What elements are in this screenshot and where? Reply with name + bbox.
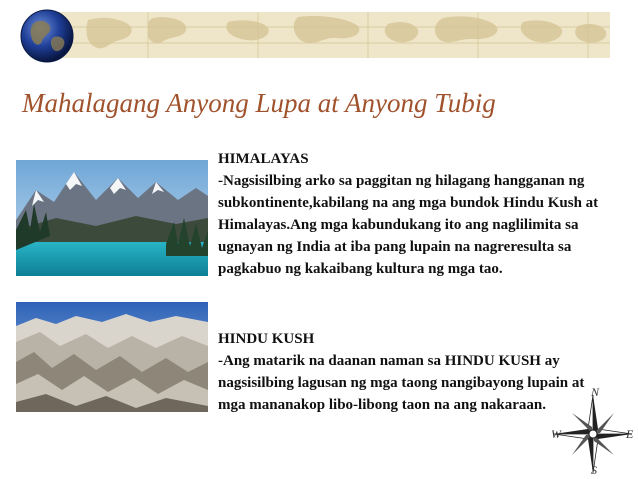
himalayas-section	[218, 148, 613, 280]
header-banner	[0, 0, 638, 70]
compass-west-label: W	[551, 427, 561, 441]
himalayas-photo	[16, 160, 208, 276]
compass-east-label: E	[626, 427, 634, 441]
himalayas-text: -Nagsisilbing arko sa paggitan ng hilagang hangganan ng subkontinente,kabilang na ang mga bundok Hindu Kush at Himalayas.Ang mga kabundukang ito ang naglilimita sa ugnayan ng India at iba pang lupain na nagreresulta sa pagkabuo ng kakaibang kultura ng mga tao.	[218, 173, 599, 277]
slide-title: Mahalagang Anyong Lupa at Anyong Tubig	[22, 88, 496, 118]
compass-rose-icon	[548, 385, 638, 479]
hindu-kush-text: -Ang matarik na daanan naman sa HINDU KUSH ay nagsisilbing lagusan ng mga taong nangibayong lupain at mga mananakop libo-libong taon na ang nakaraan.	[218, 353, 585, 413]
world-map-strip	[58, 12, 610, 58]
compass-north-label: N	[591, 385, 600, 399]
hindu-kush-heading: HINDU KUSH	[218, 331, 315, 347]
compass-south-label: S	[591, 463, 597, 477]
hindu-kush-photo	[16, 302, 208, 412]
globe-icon	[20, 9, 74, 63]
himalayas-heading: HIMALAYAS	[218, 151, 309, 167]
